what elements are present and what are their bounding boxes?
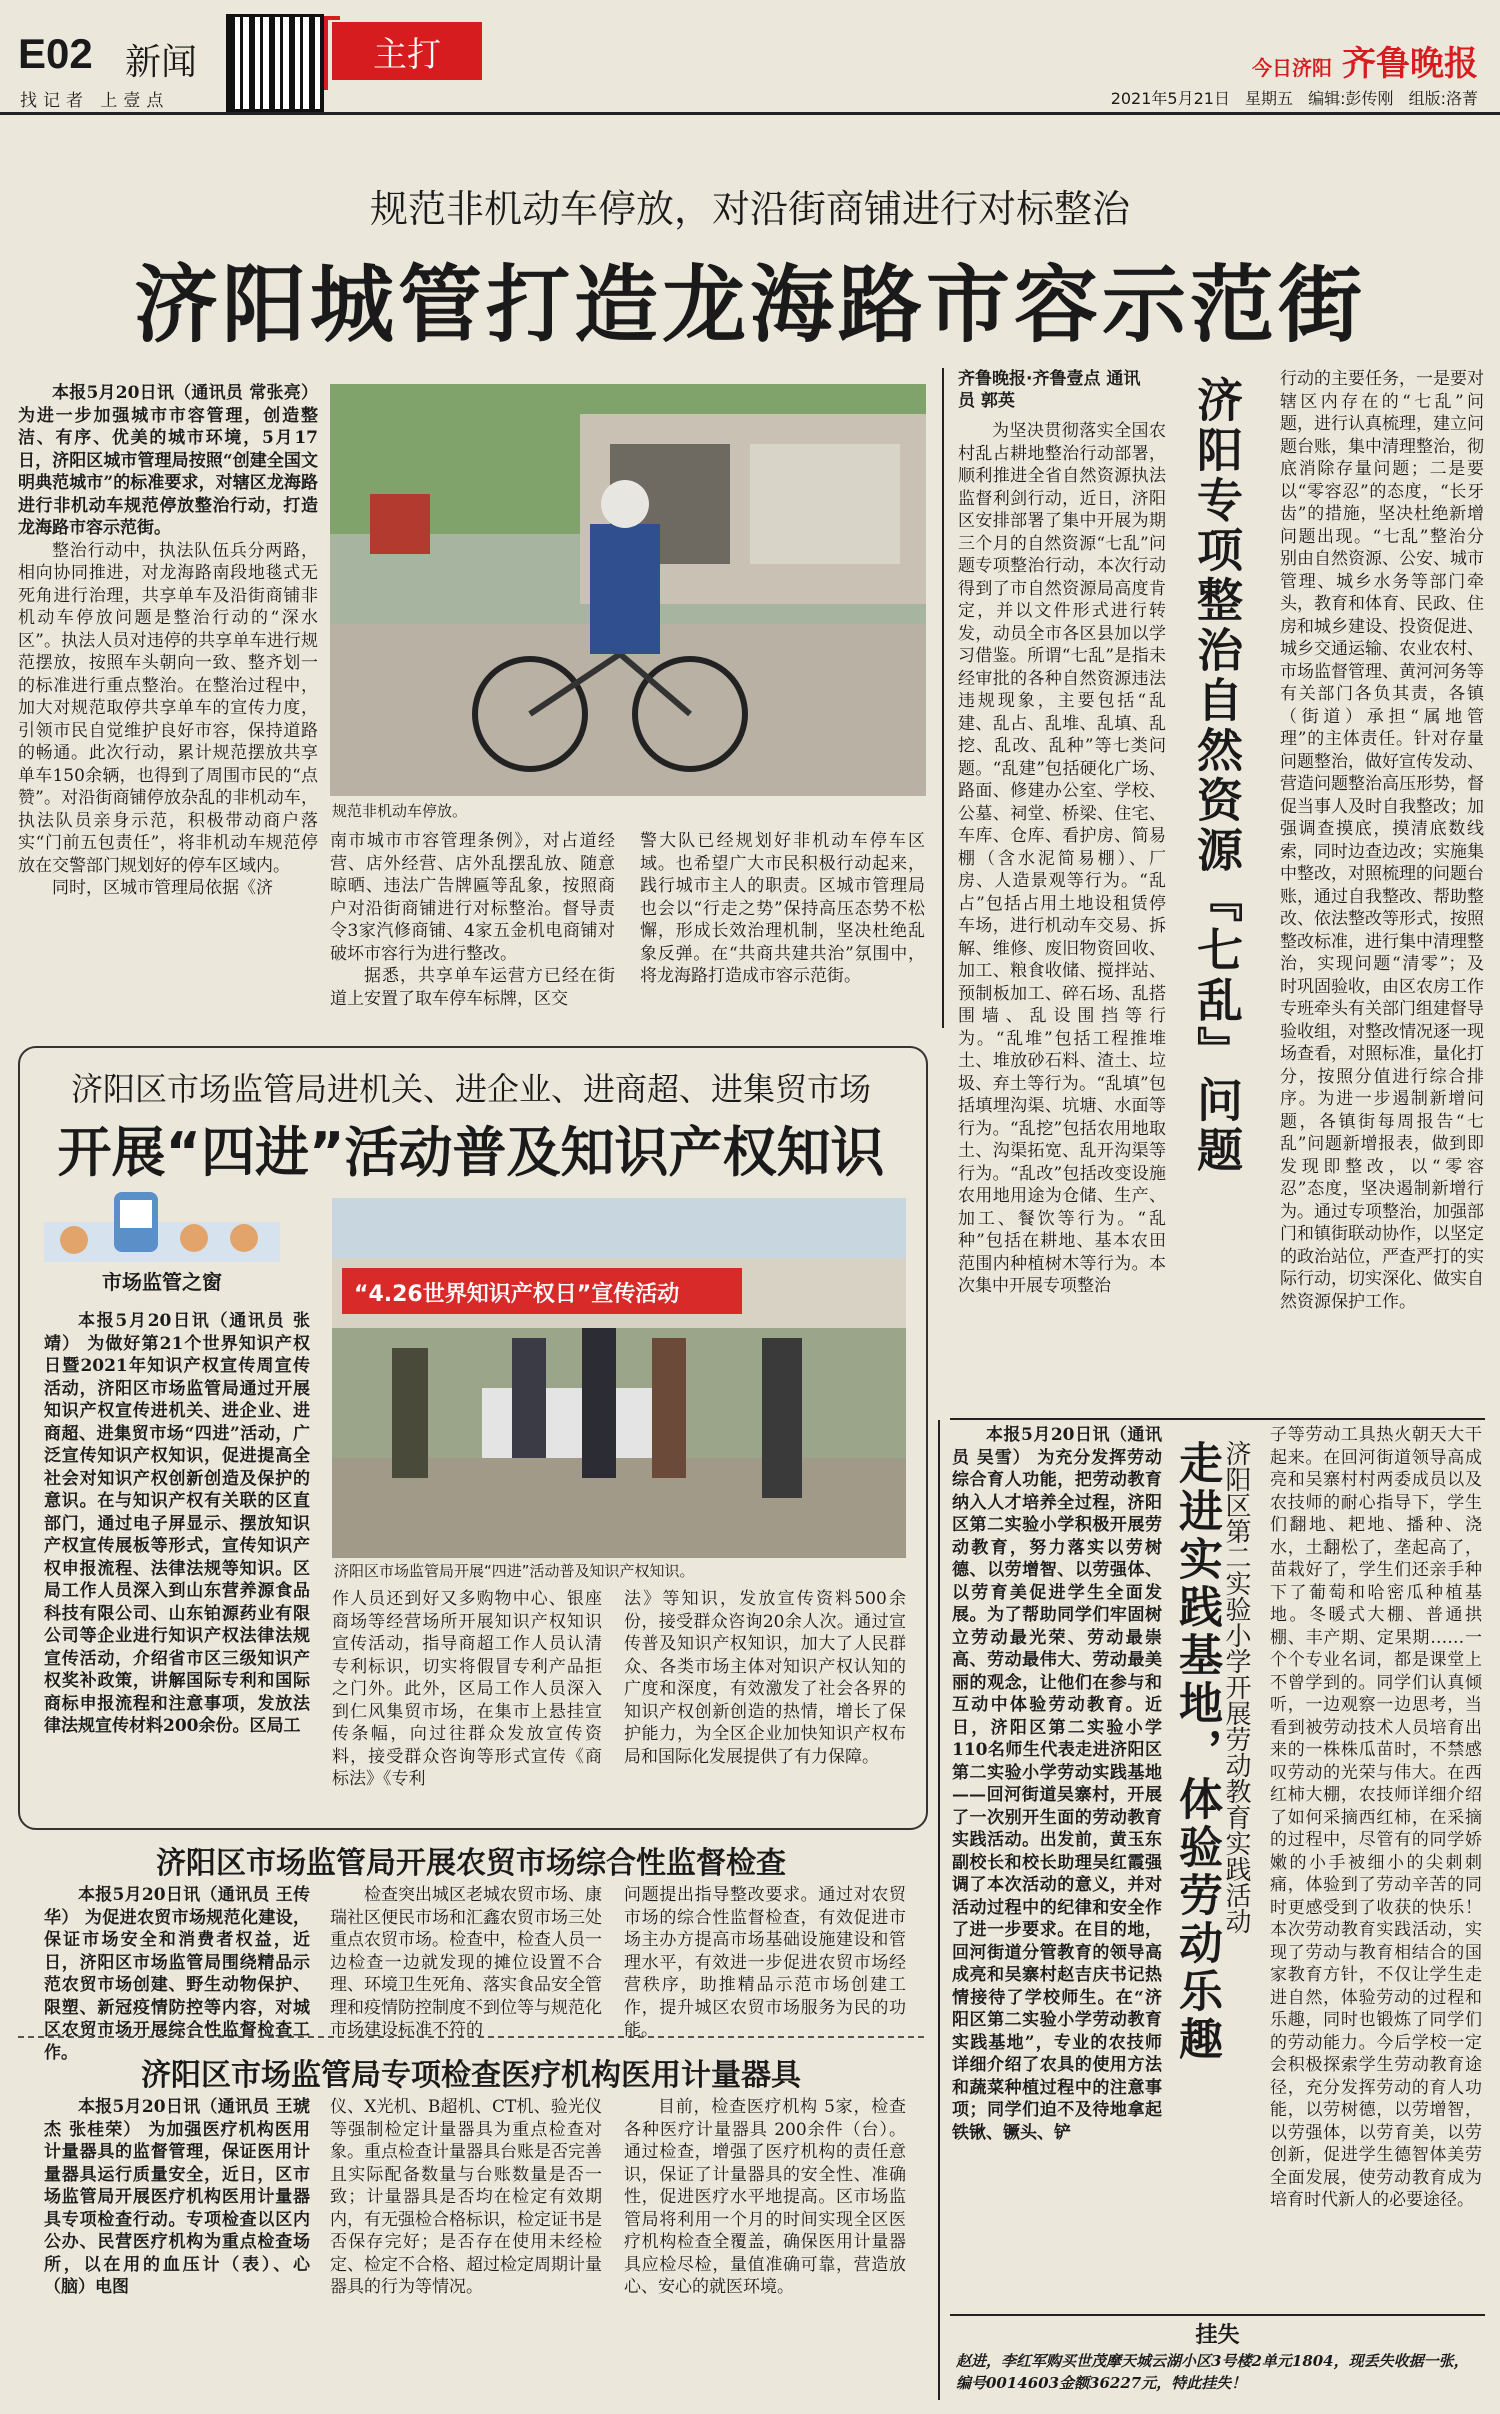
header-rule xyxy=(0,112,1500,115)
market-column-1 xyxy=(44,1884,310,2063)
school-title: 走进实践基地，体验劳动乐趣 xyxy=(1171,1440,1222,2064)
ip-column-3 xyxy=(624,1588,906,1810)
lead-headline: 济阳城管打造龙海路市容示范街 xyxy=(133,256,1366,354)
qilu-byline: 齐鲁晚报·齐鲁壹点 通讯员 郭英 xyxy=(958,369,1141,411)
ip-photo-banner: “4.26世界知识产权日”宣传活动 xyxy=(354,1281,680,1307)
story-rule xyxy=(950,1418,1485,1420)
market-headline: 济阳区市场监管局开展农贸市场综合性监督检查 xyxy=(156,1846,786,1881)
lead-paragraph: 整治行动中，执法队伍兵分两路，相向协同推进，对龙海路南段地毯式无死角进行治理，共享单车及沿街商铺非机动车停放问题是整治行动的“深水区”。执法人员对违停的共享单车进行规范摆放，按照车头朝向一致、整齐划一的标准进行重点整治。在整治过程中，加大对规范取停共享单车的宣传力度，引领市民自觉维护良好市容，保持道路的畅通。此次行动，累计规范摆放共享单车150余辆，也得到了周围市民的“点赞”。对沿街商铺停放杂乱的非机动车，执法队员亲身示范，积极带动商户落实“门前五包责任”，将非机动车规范停放在交警部门规划好的停车区域内。 xyxy=(18,540,318,876)
ip-column-2 xyxy=(332,1588,602,1810)
market-paragraph: 检查突出城区老城农贸市场、康瑞社区便民市场和汇鑫农贸市场三处重点农贸市场。检查中，检查人员一边检查一边就发现的摊位设置不合理、环境卫生死角、落实食品安全管理和疫情防控制度不到位等与规范化市场建设标准不符的 xyxy=(330,1885,602,2040)
qilu-paragraph: 为坚决贯彻落实全国农村乱占耕地整治行动部署，顺利推进全省自然资源执法监督利剑行动，近日，济阳区安排部署了集中开展为期三个月的自然资源“七乱”问题专项整治行动，本次行动得到了市自然资源局高度肯定，并以文件形式进行转发，动员全市各区县加以学习借鉴。所谓“七乱”是指未经审批的各种自然资源违法违规现象，主要包括“乱建、乱占、乱堆、乱填、乱挖、乱改、乱种”等七类问题。“乱建”包括硬化广场、路面、修建办公室、学校、公墓、祠堂、桥梁、住宅、车库、仓库、看护房、简易棚（含水泥简易棚）、厂房、人造景观等行为。“乱占”包括占用土地设租赁停车场，进行机动车交易、拆解、维修、废旧物资回收、加工、粮食收储、搅拌站、预制板加工、碎石场、乱搭围墙、乱设围挡等行为。“乱堆”包括工程推堆土、堆放砂石料、渣土、垃圾、弃土等行为。“乱填”包括填埋沟渠、坑塘、水面等行为。“乱挖”包括农用地取土、沟渠拓宽、乱开沟渠等行为。“乱改”包括改变设施农用地用途为仓储、生产、加工、餐饮等行为。“乱种”包括在耕地、基本农田范围内种植树木等行为。本次集中开展专项整治 xyxy=(958,421,1166,1296)
brand-small: 今日济阳 xyxy=(1252,56,1332,80)
lead-column-3 xyxy=(640,830,925,1020)
ip-column-1 xyxy=(44,1310,310,1810)
lead-paragraph: 警大队已经规划好非机动车停车区域。也希望广大市民积极行动起来，践行城市主人的职责。区城市管理局也会以“行走之势”保持高压态势不松懈，形成长效治理机制，坚决杜绝乱象反弹。在“共商共建共治”氛围中，将龙海路打造成市容示范街。 xyxy=(640,831,925,986)
logo-label: 市场监管之窗 xyxy=(102,1270,222,1294)
ip-photo-caption: 济阳区市场监管局开展“四进”活动普及知识产权知识。 xyxy=(334,1562,695,1580)
market-column-2 xyxy=(330,1884,602,2040)
page-number: E02 xyxy=(18,30,93,77)
med-column-1 xyxy=(44,2096,310,2396)
market-window-logo xyxy=(44,1192,280,1294)
ip-kicker: 济阳区市场监管局进机关、进企业、进商超、进集贸市场 xyxy=(70,1070,871,1108)
med-headline: 济阳区市场监管局专项检查医疗机构医用计量器具 xyxy=(141,2058,801,2093)
med-paragraph: 目前，检查医疗机构 5家，检查各种医疗计量器具 200余件（台）。通过检查，增强了医疗机构的责任意识，保证了计量器具的安全性、准确性，促进医疗水平地提高。区市场监管局将利用一个月的时间实现全区医疗机构检查全覆盖，确保医用计量器具应检尽检，量值准确可靠，营造放心、安心的就医环境。 xyxy=(624,2097,906,2297)
section-divider xyxy=(18,2036,924,2038)
notice-rule xyxy=(950,2314,1485,2316)
qr-code-icon xyxy=(226,14,324,112)
school-column-1 xyxy=(952,1424,1162,2304)
lead-paragraph: 南市城市市容管理条例》，对占道经营、店外经营、店外乱摆乱放、随意晾晒、违法广告牌匾等乱象，按照商户对沿街商铺进行对标整治。督导责令3家汽修商铺、4家五金机电商铺对破坏市容行为进行整改。 xyxy=(330,831,615,964)
market-paragraph: 本报5月20日讯（通讯员 王传华） 为促进农贸市场规范化建设，保证市场安全和消费者权益，近日，济阳区市场监管局围绕精品示范农贸市场创建、野生动物保护、限塑、新冠疫情防控等内容，对城区农贸市场开展综合性监督检查工作。 xyxy=(44,1885,310,2063)
ip-paragraph: 本报5月20日讯（通讯员 张靖） 为做好第21个世界知识产权日暨2021年知识产权宣传周宣传活动，济阳区市场监管局通过开展知识产权宣传进机关、进企业、进商超、进集贸市场“四进”活动，广泛宣传知识产权知识，促进提高全社会对知识产权创新创造及保护的意识。在与知识产权有关联的区直部门，通过电子屏显示、摆放知识产权宣传展板等形式，宣传知识产权申报流程、法律法规等知识。区局工作人员深入到山东营养源食品科技有限公司、山东铂源药业有限公司等企业进行知识产权法律法规宣传活动，介绍省市区三级知识产权奖补政策，讲解国际专利和国际商标申报流程和注意事项，发放法律法规宣传材料200余份。区局工 xyxy=(44,1311,310,1736)
med-column-3 xyxy=(624,2096,906,2396)
section-name: 新闻 xyxy=(125,42,198,83)
lead-photo-caption: 规范非机动车停放。 xyxy=(332,802,468,820)
ip-paragraph: 法》等知识，发放宣传资料500余份，接受群众咨询20余人次。通过宣传普及知识产权知识，加大了人民群众、各类市场主体对知识产权认知的广度和深度，有效激发了社会各界的知识产权创新创造的热情，增长了保护能力，为全区企业加快知识产权布局和国际化发展提供了有力保障。 xyxy=(624,1589,906,1767)
lead-paragraph: 同时，区城市管理局依据《济 xyxy=(52,878,273,898)
column-rule xyxy=(942,368,944,1028)
qilu-column-2 xyxy=(1280,368,1484,1400)
lead-paragraph: 本报5月20日讯（通讯员 常张亮） 为进一步加强城市市容管理，创造整洁、有序、优美的城市环境，5月17日，济阳区城市管理局按照“创建全国文明典范城市”的标准要求，对辖区龙海路进行非机动车规范停放整治行动，打造龙海路市容示范街。 xyxy=(18,383,318,538)
lead-column-1 xyxy=(18,382,318,1022)
issue-info: 2021年5月21日 星期五 编辑:彭传刚 组版:洛菁 xyxy=(1110,89,1478,108)
column-rule xyxy=(938,1420,940,2400)
section-banner: 主打 xyxy=(332,22,482,80)
med-paragraph: 本报5月20日讯（通讯员 王琥杰 张桂荣） 为加强医疗机构医用计量器具的监督管理，保证医用计量器具运行质量安全，近日，区市场监管局开展医疗机构医用计量器具专项检查行动。专项检查以区内公办、民营医疗机构为重点检查场所，以在用的血压计（表）、心（脑）电图 xyxy=(44,2097,310,2297)
brand-logo: 齐鲁晚报 xyxy=(1342,44,1478,84)
masthead-brand xyxy=(1252,36,1478,85)
lead-kicker: 规范非机动车停放，对沿街商铺进行对标整治 xyxy=(369,187,1130,231)
lead-column-2 xyxy=(330,830,615,1020)
qilu-paragraph: 行动的主要任务，一是要对辖区内存在的“七乱”问题，进行认真梳理，建立问题台账，集中清理整治，彻底消除存量问题；二是要以“零容忍”的态度，“长牙齿”的措施，坚决杜绝新增问题出现。“七乱”整治分别由自然资源、公安、城市管理、城乡水务等部门牵头，教育和体育、民政、住房和城乡建设、投资促进、城乡交通运输、农业农村、市场监督管理、黄河河务等有关部门各负其责，各镇（街道）承担“属地管理”的主体责任。针对存量问题整治，做好宣传发动、营造问题整治高压形势，督促当事人及时自我整改；加强调查摸底，摸清底数线索，同时边查边改；实施集中整改，对照梳理的问题台账，通过自我整改、帮助整改、依法整改等形式，按照整改标准，进行集中清理整治，实现问题“清零”；及时巩固验收，由区农房工作专班牵头有关部门组建督导验收组，对整改情况逐一现场查看，对照标准，量化打分，按照分值进行综合排序。为进一步遏制新增问题，各镇街每周报告“七乱”问题新增报表，做到即发现即整改，以“零容忍”态度，坚决遏制新增行为。通过专项整治，加强部门和镇街联动协作，以坚定的政治站位，严查严打的实际行动，切实深化、做实自然资源保护工作。 xyxy=(1280,369,1484,1312)
qilu-title: 济阳专项整治自然资源『七乱』问题 xyxy=(1190,376,1244,1176)
notice-title: 挂失 xyxy=(1195,2323,1240,2348)
market-column-3 xyxy=(624,1884,906,2040)
lead-paragraph: 据悉，共享单车运营方已经在街道上安置了取车停车标牌，区交 xyxy=(330,966,615,1009)
school-subtitle: 济阳区第二实验小学开展劳动教育实践活动 xyxy=(1221,1440,1251,1934)
school-column-2 xyxy=(1270,1424,1482,2304)
school-paragraph: 子等劳动工具热火朝天大干起来。在回河街道领导高成亮和吴寨村村两委成员以及农技师的耐心指导下，学生们翻地、耙地、播种、浇水，土翻松了，垄起高了，苗栽好了，学生们还亲手种下了葡萄和哈密瓜种植基地。冬暖式大棚、普通拱棚、丰产期、定果期……一个个专业名词，都是课堂上不曾学到的。同学们认真倾听，一边观察一边思考，当看到被劳动技术人员培育出来的一株株瓜苗时，不禁感叹劳动的光荣与伟大。在西红柿大棚，农技师详细介绍了如何采摘西红柿，在采摘的过程中，尽管有的同学娇嫩的小手被细小的尖刺刺痛，体验到了劳动辛苦的同时更感受到了收获的快乐！本次劳动教育实践活动，实现了劳动与教育相结合的国家教育方针，不仅让学生走进自然，体验劳动的过程和乐趣，同时也锻炼了同学们的劳动能力。今后学校一定会积极探索学生劳动教育途径，充分发挥劳动的育人功能，以劳树德，以劳增智，以劳强体，以劳育美，以劳创新，促进学生德智体美劳全面发展，使劳动教育成为培育时代新人的必要途径。 xyxy=(1270,1425,1482,2210)
med-paragraph: 仪、X光机、B超机、CT机、验光仪等强制检定计量器具为重点检查对象。重点检查计量器具台账是否完善且实际配备数量与台账数量是否一致；计量器具是否均在检定有效期内，有无强检合格标识，检定证书是否保存完好；是否存在使用未经检定、检定不合格、超过检定周期计量器具的行为等情况。 xyxy=(330,2097,602,2297)
ip-headline: 开展“四进”活动普及知识产权知识 xyxy=(57,1121,885,1184)
med-column-2 xyxy=(330,2096,602,2396)
school-paragraph: 本报5月20日讯（通讯员 吴雪） 为充分发挥劳动综合育人功能，把劳动教育纳入人才培养全过程，济阳区第二实验小学积极开展劳动教育，努力落实以劳树德、以劳增智、以劳强体、以劳育美促进学生全面发展。为了帮助同学们牢固树立劳动最光荣、劳动最崇高、劳动最伟大、劳动最美丽的观念，让他们在参与和互动中体验劳动教育。近日，济阳区第二实验小学110名师生代表走进济阳区第二实验小学劳动实践基地——回河街道吴寨村，开展了一次别开生面的劳动教育实践活动。出发前，黄玉东副校长和校长助理吴红霞强调了本次活动的意义，并对活动过程中的纪律和安全作了进一步要求。在目的地，回河街道分管教育的领导高成亮和吴寨村赵吉庆书记热情接待了学校师生。在“济阳区第二实验小学劳动教育实践基地”，专业的农技师详细介绍了农具的使用方法和蔬菜种植过程中的注意事项；同学们迫不及待地拿起铁锹、镢头、铲 xyxy=(952,1425,1162,2143)
market-paragraph: 问题提出指导整改要求。通过对农贸市场的综合性监督检查，有效促进市场主办方提高市场基础设施建设和管理水平，有效进一步促进农贸市场经营秩序，助推精品示范市场创建工作，提升城区农贸市场服务为民的功能。 xyxy=(624,1885,906,2040)
lead-photo xyxy=(330,384,926,796)
ip-paragraph: 作人员还到好又多购物中心、银座商场等经营场所开展知识产权知识宣传活动，指导商超工作人员认清专利标识，切实将假冒专利产品拒之门外。此外，区局工作人员深入到仁风集贸市场，在集市上悬挂宣传条幅，向过往群众发放宣传资料，接受群众咨询等形式宣传《商标法》《专利 xyxy=(332,1589,602,1789)
qilu-column-1 xyxy=(958,420,1166,1400)
slogan: 找记者 上壹点 xyxy=(20,91,170,111)
notice-text: 赵进，李红军购买世茂摩天城云湖小区3号楼2单元1804，现丢失收据一张，编号0014603金额36227元，特此挂失！ xyxy=(956,2352,1469,2392)
ip-photo xyxy=(332,1198,906,1558)
